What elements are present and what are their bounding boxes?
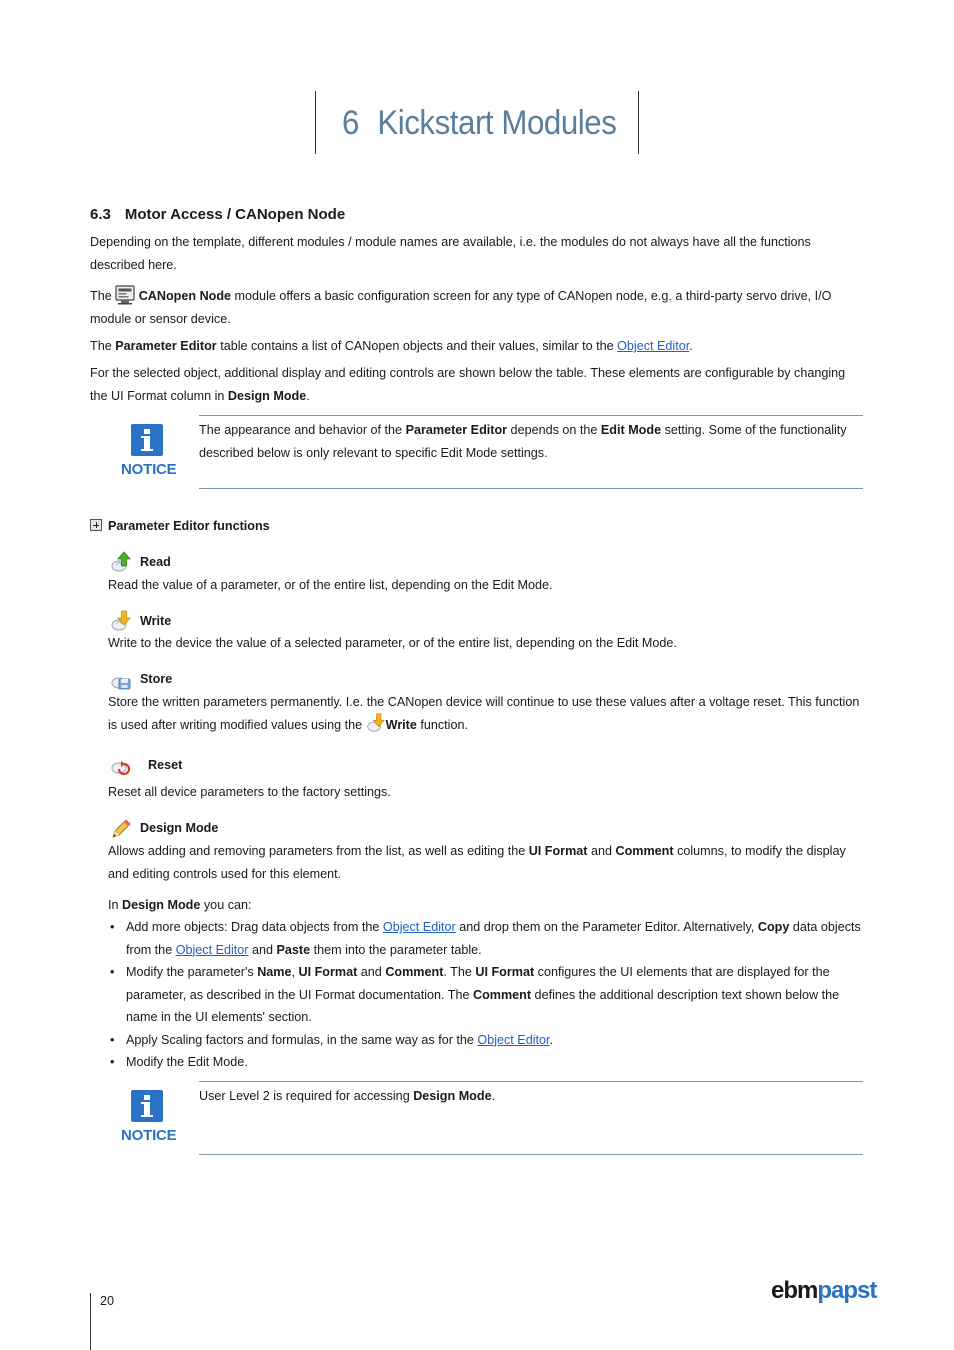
design-mode-intro [108, 894, 863, 917]
text: you can: [200, 898, 252, 912]
copy-term: Copy [757, 920, 790, 934]
store-description [108, 691, 863, 736]
notice-text [199, 1085, 859, 1108]
parameter-editor-paragraph [90, 335, 865, 358]
text: Allows adding and removing parameters from the list, as well as editing the [108, 844, 529, 858]
text: configures the UI elements that are displayed for the parameter, as described in the UI Format documentation. The [126, 965, 830, 1002]
text: Apply Scaling factors and formulas, in the same way as for the [126, 1032, 478, 1047]
notice-label: NOTICE [121, 1127, 177, 1144]
reset-icon [110, 755, 132, 777]
write-title: Write [140, 614, 172, 628]
intro-paragraph: Depending on the template, different modules / module names are available, i.e. the modules do not always have all the functions described here. [90, 235, 811, 272]
section-heading [90, 203, 345, 227]
text: The appearance and behavior of the [199, 423, 406, 437]
logo-part: papst [817, 1277, 877, 1304]
text: Modify the parameter's [126, 965, 258, 979]
text: . [491, 1089, 496, 1103]
edit-mode-term: Edit Mode [600, 423, 662, 437]
reset-description: Reset all device parameters to the factory settings. [108, 785, 391, 799]
text: data objects from the [126, 920, 861, 957]
read-icon [110, 551, 132, 573]
design-mode-list [108, 916, 863, 1074]
section-title: Motor Access / CANopen Node [124, 206, 346, 223]
design-mode-term: Design Mode [413, 1089, 492, 1103]
info-icon [131, 424, 163, 456]
text: them into the parameter table. [310, 942, 482, 957]
object-editor-link[interactable]: Object Editor [477, 1032, 550, 1047]
design-mode-term: Design Mode [227, 388, 307, 403]
list-item: • Modify the Edit Mode. [108, 1051, 863, 1074]
text: In [108, 898, 123, 912]
ui-format-term: UI Format [298, 965, 358, 979]
list-item [108, 916, 863, 961]
ui-format-term: UI Format [528, 844, 588, 858]
chapter-right-rule [638, 91, 639, 154]
text: . [689, 339, 693, 353]
paste-term: Paste [276, 942, 311, 957]
expand-toggle-icon[interactable] [90, 519, 102, 531]
page-number: 20 [100, 1294, 115, 1308]
design-mode-term: Design Mode [122, 898, 201, 912]
object-editor-link[interactable]: Object Editor [617, 339, 690, 353]
text: . [306, 388, 310, 403]
chapter-left-rule [315, 91, 316, 154]
pencil-icon [110, 818, 132, 840]
text: defines the additional description text shown below the name in the UI elements' section. [126, 987, 840, 1024]
text: table contains a list of CANopen objects and their values, similar to the [216, 339, 618, 353]
text: and [357, 965, 386, 979]
read-description: Read the value of a parameter, or of the entire list, depending on the Edit Mode. [108, 578, 553, 592]
object-editor-link[interactable]: Object Editor [175, 942, 249, 957]
parameter-editor-term: Parameter Editor [115, 339, 217, 353]
write-description: Write to the device the value of a selected parameter, or of the entire list, depending on the Edit Mode. [108, 636, 677, 650]
text: User Level 2 is required for accessing [199, 1089, 414, 1103]
read-title: Read [140, 555, 171, 569]
object-editor-link[interactable]: Object Editor [382, 920, 456, 934]
text: . [549, 1032, 554, 1047]
functions-heading[interactable]: Parameter Editor functions [108, 519, 270, 533]
text: For the selected object, additional display and editing controls are shown below the table. These elements are configurable by changing the UI Format column in [90, 366, 846, 403]
design-mode-description [108, 840, 863, 885]
comment-term: Comment [385, 965, 444, 979]
text: Add more objects: Drag data objects from the [126, 920, 383, 934]
notice-label: NOTICE [121, 461, 177, 478]
write-inline-icon [366, 713, 386, 733]
controls-paragraph [90, 362, 865, 407]
canopen-paragraph [90, 285, 865, 330]
text: setting. Some of the functionality described below is only relevant to specific Edit Mode settings. [199, 423, 847, 460]
list-item [108, 1029, 863, 1052]
comment-term: Comment [472, 987, 532, 1002]
text: module offers a basic configuration screen for any type of CANopen node, e.g. a third-party servo drive, I/O module or sensor device. [90, 289, 832, 326]
text: The [90, 289, 116, 303]
store-icon [110, 669, 132, 691]
design-mode-title: Design Mode [140, 821, 219, 835]
logo-part: ebm [771, 1277, 818, 1304]
canopen-node-icon [115, 285, 135, 305]
text: Store the written parameters permanently. I.e. the CANopen device will continue to use these values after a voltage reset. This function is used after writing modified values using the [108, 695, 860, 732]
text: . The [443, 965, 476, 979]
ebmpapst-logo [771, 1275, 876, 1307]
text: , [291, 965, 299, 979]
ui-format-term: UI Format [475, 965, 535, 979]
section-number: 6.3 [90, 206, 111, 223]
parameter-editor-term: Parameter Editor [405, 423, 508, 437]
text: depends on the [507, 423, 601, 437]
text: The [90, 339, 116, 353]
reset-title: Reset [148, 758, 183, 772]
info-icon [131, 1090, 163, 1122]
text: function. [416, 717, 468, 732]
canopen-node-term: CANopen Node [138, 289, 232, 303]
footer-rule [90, 1293, 91, 1350]
text: and [587, 844, 616, 858]
list-item [108, 961, 863, 1029]
chapter-title-text: Kickstart Modules [377, 104, 617, 142]
chapter-title [342, 100, 616, 146]
write-icon [110, 610, 132, 632]
name-term: Name [257, 965, 292, 979]
text: columns, to modify the display and editing controls used for this element. [108, 844, 846, 881]
text: and [248, 942, 277, 957]
text: and drop them on the Parameter Editor. Alternatively, [455, 920, 758, 934]
comment-term: Comment [615, 844, 674, 858]
store-title: Store [140, 672, 173, 686]
notice-text [199, 419, 859, 464]
write-term: Write [385, 717, 417, 732]
chapter-number: 6 [342, 104, 359, 142]
